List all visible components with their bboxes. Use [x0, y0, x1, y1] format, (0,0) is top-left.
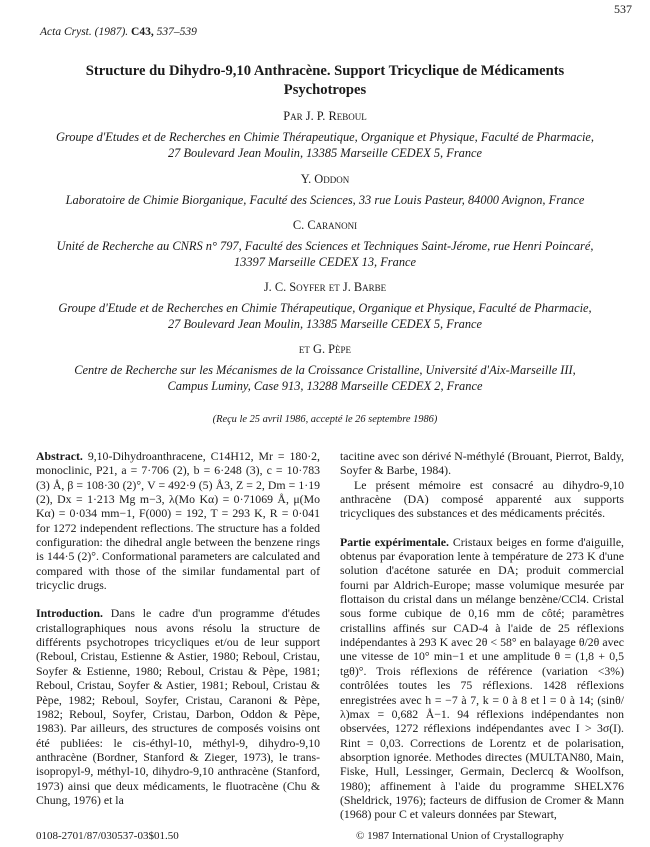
affiliation-line: 13397 Marseille CEDEX 13, France	[233, 255, 417, 269]
experimental-heading: Partie expérimentale.	[340, 534, 449, 549]
author-name: C. Caranoni	[292, 218, 358, 232]
title-line-1: Structure du Dihydro-9,10 Anthracène. Support Tricyclique de Médicaments	[85, 63, 565, 79]
author-block-3	[30, 218, 620, 270]
title-line-2: Psychotropes	[283, 82, 367, 98]
experimental-section	[340, 535, 624, 822]
introduction	[36, 606, 320, 807]
author-block-4	[30, 280, 620, 332]
affiliation-line: Laboratoire de Chimie Biorganique, Faculté des Sciences, 33 rue Louis Pasteur, 84000 Avignon, France	[65, 193, 585, 207]
journal-name: Acta Cryst.	[40, 26, 92, 38]
journal-volume: C43,	[131, 26, 154, 38]
copyright-notice: © 1987 International Union of Crystallography	[356, 830, 564, 842]
author-name: J. C. Soyfer et J. Barbe	[263, 280, 387, 294]
page-number: 537	[614, 2, 632, 16]
right-column	[340, 449, 624, 822]
author-block-2	[30, 172, 620, 208]
affiliation-line: 27 Boulevard Jean Moulin, 13385 Marseille CEDEX 5, France	[167, 317, 483, 331]
abstract	[36, 449, 320, 592]
author-name: Y. Oddon	[300, 172, 350, 186]
affiliation-line: Unité de Recherche au CNRS n° 797, Faculté des Sciences et Techniques Saint-Jérome, rue Henri Poincaré,	[56, 239, 594, 253]
received-dates: (Reçu le 25 avril 1986, accepté le 26 septembre 1986)	[212, 414, 438, 425]
article-code: 0108-2701/87/030537-03$01.50	[36, 830, 179, 842]
introduction-body: Dans le cadre d'un programme d'études cristallographiques nous avons résolu la structure de différents psychotropes tricycliques et/ou de leur support (Reboul, Cristau, Estienne & Astier, 1980; Reboul, Cristau, Soyfer & Estienne, 1980; Reboul, Cristau & Pèpe, 1981; Reboul, Cristau, Soyfer & Astier, 1981; Reboul, Cristau & Pèpe, 1982; Reboul, Soyfer, Cristau, Caranoni & Pèpe, 1982; Reboul, Soyfer, Cristau, Darbon, Oddon & Pèpe, 1983). Par ailleurs, des structures de composés voisins ont été publiées: le cis-éthyl-10, méthyl-9, dihydro-9,10 anthracène (Bordner, Stanford & Zieger, 1973), le trans-isopropyl-9, méthyl-10, dihydro-9,10 anthracène (Stanford, 1973) ainsi que deux médicaments, le fluotracène (Chu & Chung, 1976) et la	[36, 606, 320, 807]
author-name: et G. Pèpe	[298, 342, 352, 356]
introduction-paragraph-2: Le présent mémoire est consacré au dihydro-9,10 anthracène (DA) composé apparenté aux supports tricycliques des substances et des médicaments précités.	[340, 477, 624, 521]
affiliation-line: Groupe d'Etudes et de Recherches en Chimie Thérapeutique, Organique et Physique, Faculté de Pharmacie,	[55, 130, 595, 144]
introduction-continued: tacitine avec son dérivé N-méthylé (Brouant, Pierrot, Baldy, Soyfer & Barbe, 1984).	[340, 449, 624, 478]
journal-citation	[40, 26, 197, 38]
experimental-body: Cristaux beiges en forme d'aiguille, obtenus par évaporation lente à température de 273 K d'une solution d'acétone saturée en DA; produit commercial fourni par Aldrich-Europe; masse volumique mesurée par flottaison du cristal dans un mélange benzène/CCl4. Cristal sous forme cubique de 0,16 mm de côté; paramètres cristallins affinés sur CAD-4 à l'aide de 25 réflexions indépendantes à 293 K avec 2θ < 58° en balayage θ/2θ avec une vitesse de 10° min−1 et une amplitude θ = (1,8 + 0,5 tgθ)°. Trois réflexions de référence (variation <3%) contrôlées toutes les 75 réflexions. 1428 réflexions enregistrées avec h = −7 à 7, k = 0 à 8 et l = 0 à 14; (sinθ/λ)max = 0,682 Å−1. 94 réflexions indépendantes non observées, 1272 réflexions indépendantes avec I > 3σ(I). Rint = 0,03. Corrections de Lorentz et de polarisation, absorption ignorée. Methodes directes (MULTAN80, Main, Fiske, Hull, Lessinger, Germain, Declercq & Woolfson, 1980); affinement à l'aide du programme SHELX76 (Sheldrick, 1976); facteurs de diffusion de Cromer & Mann (1968) pour C et valeurs données par Stewart,	[340, 534, 625, 822]
affiliation-line: 27 Boulevard Jean Moulin, 13385 Marseille CEDEX 5, France	[167, 146, 483, 160]
journal-year: (1987).	[94, 26, 129, 38]
article-title	[40, 62, 610, 100]
affiliation-line: Centre de Recherche sur les Mécanismes de la Croissance Cristalline, Université d'Aix-Marseille III,	[74, 363, 576, 377]
affiliation-line: Groupe d'Etude et de Recherches en Chimie Thérapeutique, Organique et Physique, Faculté de Pharmacie,	[58, 301, 592, 315]
abstract-heading: Abstract.	[36, 449, 83, 463]
author-name: Par J. P. Reboul	[283, 109, 367, 123]
abstract-body: 9,10-Dihydroanthracene, C14H12, Mr = 180·2, monoclinic, P21, a = 7·706 (2), b = 6·248 (3), c = 10·783 (3) Å, β = 108·30 (2)°, V = 492·9 (5) Å3, Z = 2, Dm = 1·19 (2), Dx = 1·213 Mg m−3, λ(Mo Kα) = 0·71069 Å, μ(Mo Kα) = 0·034 mm−1, F(000) = 192, T = 293 K, R = 0·041 for 1272 independent reflections. The structure has a folded configuration: the dihedral angle between the benzene rings is 144·5 (2)°. Conformational parameters are calculated and compared with those of the similar fundamental part of tricyclic drugs.	[36, 449, 320, 593]
affiliation-line: Campus Luminy, Case 913, 13288 Marseille CEDEX 2, France	[167, 379, 483, 393]
introduction-heading: Introduction.	[36, 606, 103, 621]
author-block-1	[30, 109, 620, 161]
journal-pages: 537–539	[156, 26, 197, 38]
author-block-5	[30, 342, 620, 394]
left-column	[36, 449, 320, 807]
